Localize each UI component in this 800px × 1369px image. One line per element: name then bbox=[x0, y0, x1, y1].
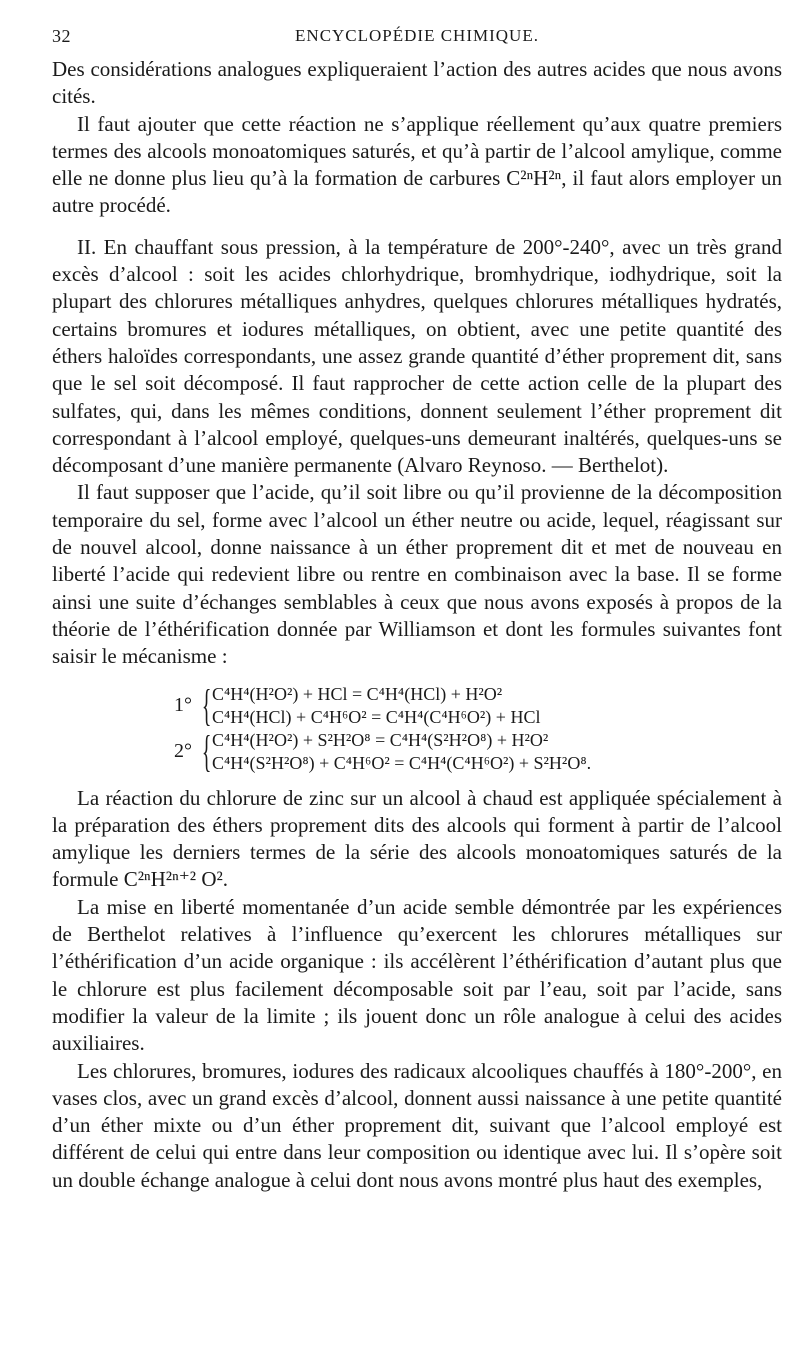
paragraph-5: La réaction du chlorure de zinc sur un alcool à chaud est appliquée spécialement à la préparation des éthers proprement dits des alcools qui forment à partir de l’alcool amylique les derniers termes de la série des alcools monoatomiques saturés de la formule C²ⁿH²ⁿ⁺² O². bbox=[52, 785, 782, 892]
document-page bbox=[52, 26, 782, 1194]
paragraph-1: Des considérations analogues expliqueraient l’action des autres acides que nous avons cités. bbox=[52, 57, 782, 109]
paragraph-7: Les chlorures, bromures, iodures des radicaux alcooliques chauffés à 180°-200°, en vases clos, avec un grand excès d’alcool, donnent aussi naissance à une petite quantité d’un éther mixte ou d’un éther proprement dit, suivant que l’alcool employé est différent de celui qui entre dans leur composition ou identique avec lui. Il s’opère soit un double échange analogue à celui dont nous avons montré plus haut des exemples, bbox=[52, 1058, 782, 1192]
paragraph-2: Il faut ajouter que cette réaction ne s’applique réellement qu’aux quatre premiers termes des alcools monoatomiques saturés, et qu’à partir de l’alcool amylique, comme elle ne donne plus lieu qu’à la formation de carbures C²ⁿH²ⁿ, il faut alors employer un autre procédé. bbox=[52, 111, 782, 218]
formula-line: C⁴H⁴(H²O²) + S²H²O⁸ = C⁴H⁴(S²H²O⁸) + H²O² bbox=[212, 729, 549, 750]
paragraph-4: Il faut supposer que l’acide, qu’il soit libre ou qu’il provienne de la décomposition temporaire du sel, forme avec l’alcool un éther neutre ou acide, lequel, réagissant sur de nouvel alcool, donne naissance à un éther proprement dit et met de nouveau en liberté l’acide qui redevient libre ou rentre en combinaison avec la base. Il se forme ainsi une suite d’échanges semblables à ceux que nous avons exposés à propos de la théorie de l’éthérification donnée par Williamson et dont les formules suivantes font saisir le mécanisme : bbox=[52, 480, 782, 669]
brace-icon: { bbox=[201, 680, 212, 730]
paragraph-3: II. En chauffant sous pression, à la température de 200°-240°, avec un très grand excès d’alcool : soit les acides chlorhydrique, bromhydrique, iodhydrique, soit la plupart des chlorures métalliques anhydres, quelques chlorures métalliques hydratés, certains bromures et iodures métalliques, on obtient, avec une petite quantité des éthers haloïdes correspondants, une assez grande quantité d’éther proprement dit, sans que le sel soit décomposé. Il faut rapprocher de cette action celle de la plupart des sulfates, qui, dans les mêmes conditions, donnent seulement l’éther proprement dit correspondant à l’alcool employé, quelques-uns demeurant inaltérés, quelques-uns se décomposant d’une manière permanente (Alvaro Reynoso. — Berthelot). bbox=[52, 234, 782, 478]
formula-line: C⁴H⁴(S²H²O⁸) + C⁴H⁶O² = C⁴H⁴(C⁴H⁶O²) + S²H²O⁸. bbox=[212, 752, 592, 773]
paragraph-6: La mise en liberté momentanée d’un acide semble démontrée par les expériences de Berthelot relatives à l’influence qu’exercent les chlorures métalliques sur l’éthérification d’un acide organique : ils accélèrent l’éthérification d’autant plus que le chlorure est plus facilement décomposable soit par l’eau, soit par l’acide, sans modifier la valeur de la limite ; ils jouent donc un rôle analogue à celui des acides auxiliaires. bbox=[52, 894, 782, 1056]
formula-line: C⁴H⁴(H²O²) + HCl = C⁴H⁴(HCl) + H²O² bbox=[212, 683, 503, 704]
page-number: 32 bbox=[52, 26, 71, 46]
formula-line: C⁴H⁴(HCl) + C⁴H⁶O² = C⁴H⁴(C⁴H⁶O²) + HCl bbox=[212, 706, 541, 727]
formula-block bbox=[52, 680, 782, 776]
formula-number: 2° bbox=[174, 740, 192, 763]
running-title: ENCYCLOPÉDIE CHIMIQUE. bbox=[295, 26, 539, 45]
page-header bbox=[52, 26, 782, 56]
brace-icon: { bbox=[201, 726, 212, 776]
formula-number: 1° bbox=[174, 694, 192, 717]
formula-group-2 bbox=[170, 726, 782, 776]
formula-group-1 bbox=[170, 680, 782, 730]
